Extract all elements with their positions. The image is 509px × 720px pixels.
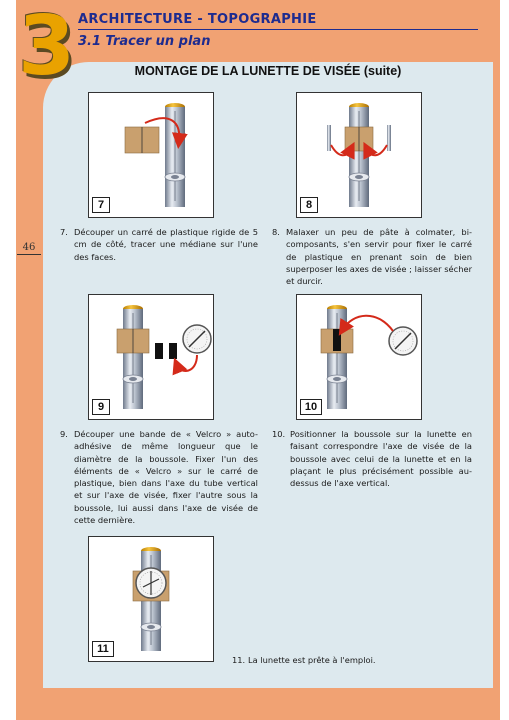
step-text: La lunette est prête à l'emploi. (248, 655, 376, 665)
page-title: MONTAGE DE LA LUNETTE DE VISÉE (suite) (134, 64, 402, 78)
step-text: Malaxer un peu de pâte à colmater, bi-composants, s'en servir pour fixer le carré de plastique en prenant soin de bien superposer les axes de visée ; laisser sécher et durcir. (286, 227, 472, 287)
step-9 (60, 428, 258, 526)
step-number: 10. (272, 429, 286, 439)
figure-label: 9 (92, 399, 110, 415)
step-7 (60, 226, 258, 263)
step-number: 11. (232, 655, 246, 665)
chapter-title: ARCHITECTURE - TOPOGRAPHIE (78, 12, 317, 27)
step-text: Positionner la boussole sur la lunette en faisant correspondre l'axe de visée de la boussole avec celui de la lunette et en la plaçant le plus précisément possible au-dessus de l'axe vertical. (290, 429, 472, 489)
step-number: 8. (272, 227, 280, 237)
figure-11 (88, 536, 214, 662)
step-text: Découper une bande de « Velcro » auto-adhésive de même longueur que le diamètre de la boussole. Fixer l'un des éléments de « Velcro » sur le carré de plastique, bien dans l'axe du tube vertical et sur l'axe de visée, fixer l'autre sous la boussole, lui aussi dans l'axe de visée de cette dernière. (74, 429, 258, 526)
step-text: Découper un carré de plastique rigide de 5 cm de côté, tracer une médiane sur l'une des faces. (74, 227, 258, 262)
figure-label: 11 (92, 641, 114, 657)
page-number: 46 (17, 242, 41, 255)
figure-7 (88, 92, 214, 218)
step-8 (272, 226, 472, 287)
chapter-rule (78, 29, 478, 30)
figure-label: 8 (300, 197, 318, 213)
chapter-number: 3 (18, 0, 76, 94)
step-number: 9. (60, 429, 68, 439)
step-11 (232, 654, 468, 666)
figure-label: 7 (92, 197, 110, 213)
figure-8 (296, 92, 422, 218)
figure-label: 10 (300, 399, 322, 415)
figure-9 (88, 294, 214, 420)
section-title: 3.1 Tracer un plan (78, 34, 211, 49)
step-10 (272, 428, 472, 489)
step-number: 7. (60, 227, 68, 237)
figure-10 (296, 294, 422, 420)
